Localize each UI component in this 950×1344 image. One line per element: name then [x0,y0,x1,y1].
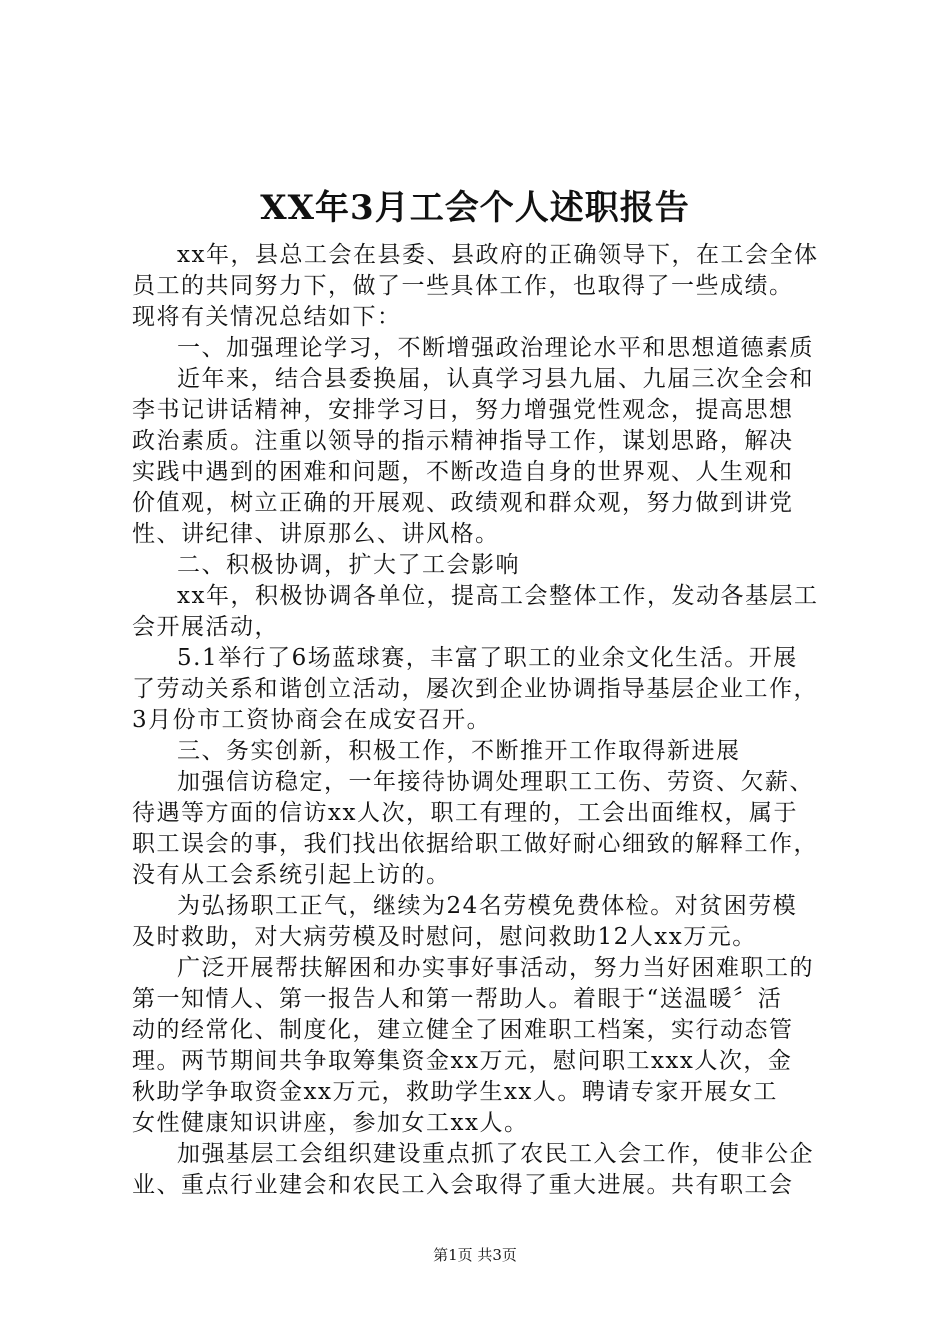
text-line: 3月份市工资协商会在成安召开。 [132,707,492,733]
text-line: 加强基层工会组织建设重点抓了农民工入会工作，使非公企 [177,1141,814,1167]
text-line: 政治素质。注重以领导的指示精神指导工作，谋划思路，解决 [132,428,794,454]
text-line: 员工的共同努力下，做了一些具体工作，也取得了一些成绩。 [132,273,794,299]
text-line: 三、务实创新，积极工作，不断推开工作取得新进展 [177,738,741,764]
text-line: 业、重点行业建会和农民工入会取得了重大进展。共有职工会 [132,1172,794,1198]
text-line: 为弘扬职工正气，继续为24名劳模免费体检。对贫困劳模 [177,893,798,919]
page-footer: 第1页 共3页 [433,1246,517,1264]
text-line: 职工误会的事，我们找出依据给职工做好耐心细致的解释工作， [132,831,818,857]
text-line: 5.1举行了6场蓝球赛，丰富了职工的业余文化生活。开展 [177,645,798,671]
text-line: 第一知情人、第一报告人和第一帮助人。着眼于“送温暖〞活 [132,986,783,1012]
text-line: 动的经常化、制度化，建立健全了困难职工档案，实行动态管 [132,1017,794,1043]
text-line: 近年来，结合县委换届，认真学习县九届、九届三次全会和 [177,366,814,392]
text-line: 会开展活动， [132,614,279,640]
text-line: 及时救助，对大病劳模及时慰问，慰问救助12人xx万元。 [132,924,757,950]
text-line: 加强信访稳定，一年接待协调处理职工工伤、劳资、欠薪、 [177,769,814,795]
text-line: 李书记讲话精神，安排学习日，努力增强党性观念，提高思想 [132,397,794,423]
text-line: 理。两节期间共争取筹集资金xx万元，慰问职工xxx人次，金 [132,1048,793,1074]
text-line: 秋助学争取资金xx万元，救助学生xx人。聘请专家开展女工 [132,1079,778,1105]
text-line: 价值观，树立正确的开展观、政绩观和群众观，努力做到讲党 [132,490,794,516]
text-line: xx年，积极协调各单位，提高工会整体工作，发动各基层工 [177,583,819,609]
text-line: 待遇等方面的信访xx人次，职工有理的，工会出面维权，属于 [132,800,798,826]
text-line: 没有从工会系统引起上访的。 [132,862,451,888]
text-line: xx年，县总工会在县委、县政府的正确领导下，在工会全体 [177,242,819,268]
text-line: 现将有关情况总结如下： [132,304,402,330]
text-line: 实践中遇到的困难和问题，不断改造自身的世界观、人生观和 [132,459,794,485]
text-line: 性、讲纪律、讲原那么、讲风格。 [132,521,500,547]
text-line: 二、积极协调，扩大了工会影响 [177,552,520,578]
text-line: 广泛开展帮扶解困和办实事好事活动，努力当好困难职工的 [177,955,814,981]
text-line: 女性健康知识讲座，参加女工xx人。 [132,1110,529,1136]
text-line: 了劳动关系和谐创立活动，屡次到企业协调指导基层企业工作， [132,676,818,702]
document-body [132,240,840,1201]
text-line: 一、加强理论学习，不断增强政治理论水平和思想道德素质 [177,335,814,361]
document-title: XX年3月工会个人述职报告 [260,188,690,228]
